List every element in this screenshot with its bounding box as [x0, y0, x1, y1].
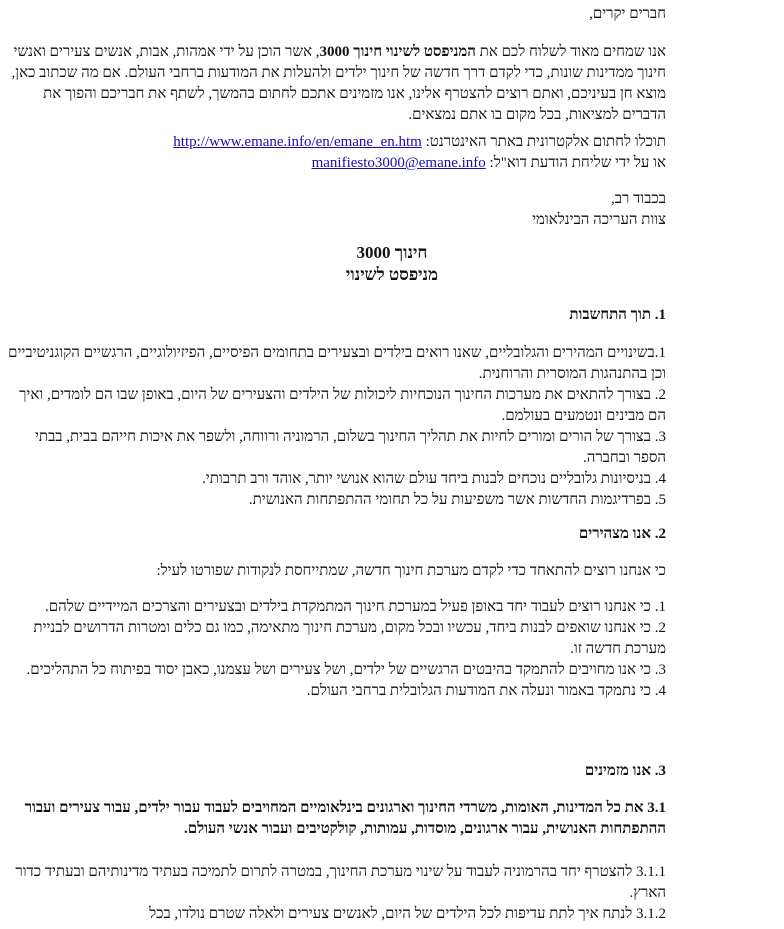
website-link[interactable]: http://www.emane.info/en/emane_en.htm	[173, 134, 422, 150]
list-item: 5. בפרדיגמות החדשות אשר משפיעות על כל תחומי ההתפתחות האנושית.	[248, 492, 666, 508]
intro-text-rest: , אשר הוכן על ידי אמהות, אבות, אנשים צעירים ואנשי חינוך ממדינות שונות, כדי לקדם דרך חדשה של חינוך ילדים ולהעלות את המודעות ברחבי העולם. אם מה שכתוב כאן, מוצא חן בעיניכם, ואתם רוצים להצטרף אלינו, אנו מזמינים אתכם לחתום בהמשך, לשתף את חבריכם והפוך את הדברים למציאות, בכל מקום בו אתם נמצאים.	[11, 44, 666, 123]
list-item: 3. בצורך של הורים ומורים לחיות את תהליך החינוך בשלום, הרמוניה ורווחה, ולשפר את איכות חייהם בבית, בבתי הספר ובחברה.	[34, 429, 666, 466]
signup-website-line	[6, 132, 666, 153]
closing-team: צוות העריכה הבינלאומי	[532, 212, 666, 228]
list-item: 1. כי אנחנו רוצים לעבוד יחד באופן פעיל במערכת חינוך המתמקדת בילדים ובצעירים והצרכים המיידיים שלהם.	[45, 599, 666, 615]
list-item: 2. כי אנחנו שואפים לבנות ביחד, עכשיו ובכל מקום, מערכת חינוך מתאימה, כמו גם כלים ומטרות הדרושים לבניית מערכת חדשה זו.	[33, 620, 666, 657]
list-item: 3. כי אנו מחויבים להתמקד בהיבטים הרגשיים של ילדים, ושל צעירים ושל עצמנו, כאבן יסוד בפיתוח כל התהליכים.	[26, 662, 666, 678]
section-1-list	[6, 343, 666, 511]
signup-email-text: או על ידי שליחת הודעת דוא"ל:	[485, 155, 666, 171]
section-3-list	[6, 862, 666, 925]
intro-text-start: אנו שמחים מאוד לשלוח לכם את	[475, 44, 666, 60]
manifesto-name: המניפסט לשינוי חינוך 3000	[319, 44, 476, 60]
list-item: 4. כי נתמקד באמור ונעלה את המודעות הגלובלית ברחבי העולם.	[306, 683, 666, 699]
section-1-heading: 1. תוך התחשבות	[569, 307, 666, 323]
section-3-heading: 3. אנו מזמינים	[584, 763, 666, 779]
list-item: 4. בניסיונות גלובליים נוכחים לבנות ביחד עולם שהוא אנושי יותר, אוהד ורב תרבותי.	[202, 471, 666, 487]
email-link[interactable]: manifiesto3000@emane.info	[311, 155, 486, 171]
doc-subtitle: מניפסט לשינוי	[345, 265, 439, 284]
doc-title: חינוך 3000	[356, 243, 428, 262]
closing-regards: בכבוד רב,	[611, 191, 666, 207]
greeting: חברים יקרים,	[589, 6, 666, 22]
list-item: 3.1.2 לנתח איך לתת עדיפות לכל הילדים של היום, לאנשים צעירים ולאלה שטרם נולדו, בכל	[149, 906, 666, 922]
list-item: 2. בצורך להתאים את מערכות החינוך הנוכחיות ליכולות של הילדים והצעירים של היום, באופן שבו הם לומדים, ואיך הם מבינים ונטמעים בעולמם.	[19, 387, 666, 424]
intro-paragraph	[6, 42, 666, 126]
section-2-heading: 2. אנו מצהירים	[578, 526, 666, 542]
section-2-intro: כי אנחנו רוצים להתאחד כדי לקדם מערכת חינוך חדשה, שמתייחסת לנקודות שפורטו לעיל:	[156, 563, 666, 579]
section-2-list	[6, 597, 666, 702]
list-item: 3.1.1 להצטרף יחד בהרמוניה לעבוד על שינוי מערכת החינוך, במטרה לתרום לתמיכה בעתיד מדינותיהם ובעתיד כדור הארץ.	[15, 864, 666, 901]
section-3-bold-paragraph: 3.1 את כל המדינות, האומות, משרדי החינוך וארגונים בינלאומיים המחויבים לעבוד עבור ילדים, עבור צעירים ועבור ההתפתחות האנושית, עבור ארגונים, מוסדות, עמותות, קולקטיבים ועבור אנשי העולם.	[24, 800, 666, 837]
signup-website-text: תוכלו לחתום אלקטרונית באתר האינטרנט:	[421, 134, 666, 150]
signup-email-line	[6, 153, 666, 174]
list-item: 1.בשינויים המהירים והגלובליים, שאנו רואים בילדים ובצעירים בתחומים הפיסיים, הפיזיולוגיים, הרגשיים הקוגניטיביים וכן בהתנהגות המוסרית והרוחנית.	[8, 345, 666, 382]
